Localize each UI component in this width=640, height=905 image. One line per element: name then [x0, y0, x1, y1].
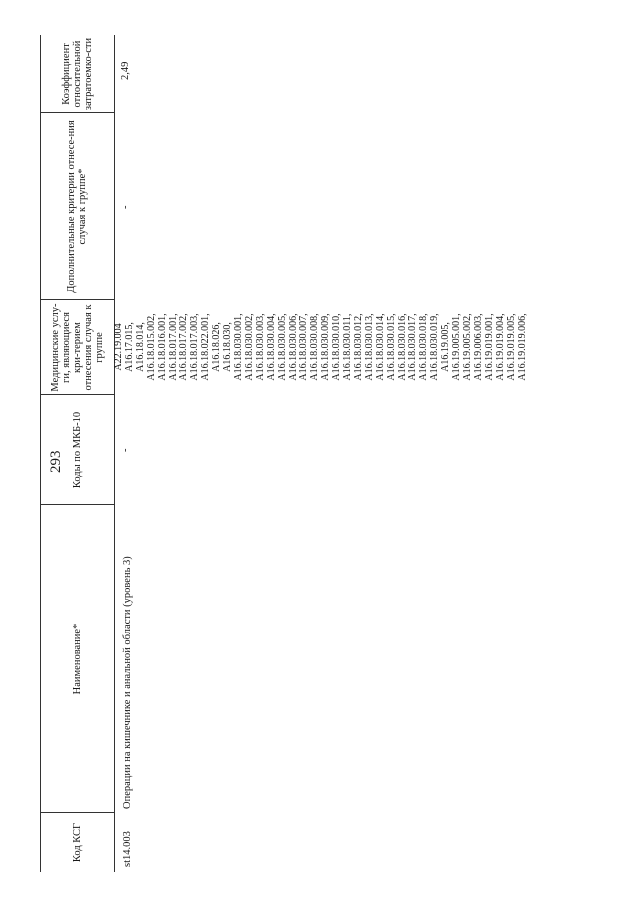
service-code: A16.18.030.018, — [418, 313, 430, 381]
header-services: Медицинские услу-ги, являющиеся кри-терием отнесения случая к группе — [49, 303, 105, 392]
service-code: A16.18.026, — [211, 322, 223, 372]
service-code: A16.18.030.007, — [298, 313, 310, 381]
service-code: A22.19.004 — [113, 323, 124, 371]
service-code: A16.19.005.001, — [451, 313, 463, 381]
service-code: A16.18.030.008, — [309, 313, 321, 381]
service-code: A16.18.017.002, — [178, 313, 190, 381]
page-number: 293 — [48, 450, 64, 473]
row-coef: 2,49 — [120, 61, 131, 80]
service-code: A16.18.030.006, — [287, 313, 299, 381]
row-code: st14.003 — [122, 831, 133, 867]
service-code: A16.17.015, — [123, 322, 135, 372]
service-code: A16.18.030.011, — [342, 313, 354, 381]
service-code: A16.18.030, — [222, 322, 234, 372]
service-code: A16.18.015.002, — [145, 313, 157, 381]
header-mkb: Коды по МКБ-10 — [71, 411, 83, 489]
service-code: A16.18.017.001, — [167, 313, 179, 381]
service-code: A16.18.030.005, — [276, 313, 288, 381]
service-code: A16.18.030.015, — [385, 313, 397, 381]
service-code: A16.18.030.004, — [265, 313, 277, 381]
service-code: A16.19.019.005, — [505, 313, 517, 381]
service-code: A16.19.005.002, — [462, 313, 473, 381]
row-mkb: - — [120, 448, 131, 452]
service-code: A16.18.030.012, — [352, 313, 364, 381]
service-code: A16.18.030.017, — [407, 313, 419, 381]
service-code: A16.19.005, — [440, 322, 452, 372]
service-code: A16.18.030.016, — [396, 313, 408, 381]
service-code: A16.18.022.001, — [200, 313, 212, 381]
header-coef: Коэффициент относительной затратоемко-сти — [60, 37, 94, 111]
service-code: A16.19.019.001, — [483, 313, 495, 381]
service-code: A16.18.030.003, — [254, 313, 266, 381]
row-name: Операции на кишечнике и анальной области (уровень 3) — [122, 556, 133, 809]
service-code: A16.18.030.019, — [429, 313, 441, 381]
header-name: Наименование* — [71, 623, 83, 695]
service-code: A16.19.006.003, — [472, 313, 484, 381]
service-code: A16.18.030.013, — [363, 313, 375, 381]
row-criteria: - — [120, 205, 131, 209]
header-bottom-rule — [114, 35, 115, 872]
service-code: A16.18.014, — [134, 322, 146, 372]
service-code: A16.18.016.001, — [156, 313, 168, 381]
service-code: A16.18.030.014, — [374, 313, 386, 381]
service-code: A16.18.030.010, — [331, 313, 343, 381]
service-code: A16.18.017.003, — [189, 313, 201, 381]
header-criteria: Дополнительные критерии отнесе-ния случая к группе* — [66, 120, 88, 293]
service-code: A16.18.030.001, — [232, 313, 244, 381]
row-services-list — [114, 302, 528, 392]
service-code: A16.18.030.009, — [320, 313, 332, 381]
header-code: Код КСГ — [71, 822, 83, 863]
service-code: A16.18.030.002, — [243, 313, 255, 381]
service-code: A16.19.019.006, — [516, 313, 528, 381]
service-code: A16.19.019.004, — [494, 313, 506, 381]
